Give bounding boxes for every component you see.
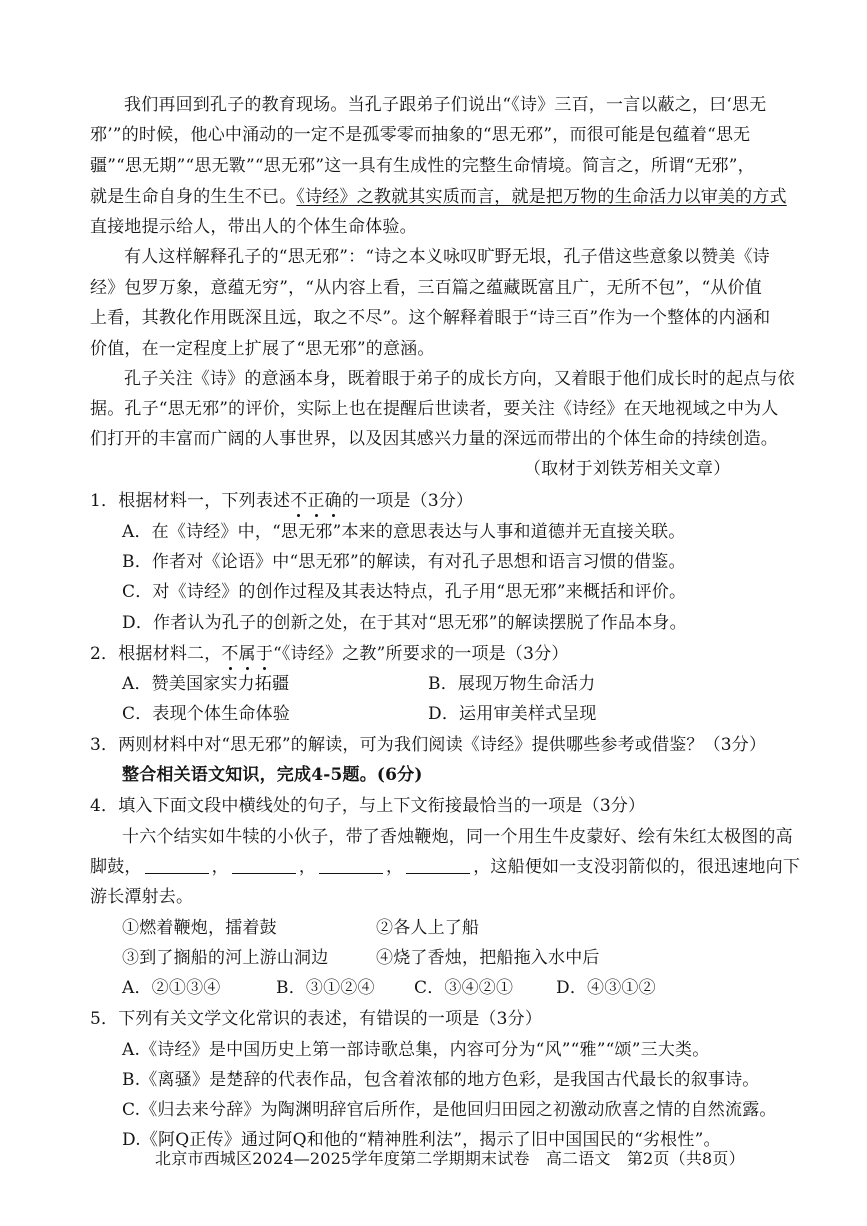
q1-option-c: C．对《诗经》的创作过程及其表达特点，孔子用“思无邪”来概括和评价。 bbox=[122, 582, 687, 602]
question-2-stem bbox=[90, 643, 569, 665]
separator: ， bbox=[211, 857, 229, 877]
q5-option-c: C.《归去来兮辞》为陶渊明辞官后所作，是他回归田园之初激动欣喜之情的自然流露。 bbox=[122, 1100, 777, 1120]
q4-sentence-3: ③到了搁船的河上游山洞边 bbox=[122, 948, 329, 968]
question-3-stem: 3．两则材料中对“思无邪”的解读，可为我们阅读《诗经》提供哪些参考或借鉴？（3分） bbox=[90, 735, 767, 755]
q4-text: 游长潭射去。 bbox=[90, 887, 194, 907]
passage-line: 们打开的丰富而广阔的人事世界，以及因其感兴力量的深远而带出的个体生命的持续创造。 bbox=[90, 429, 778, 449]
section-header: 整合相关语文知识，完成4-5题。(6分) bbox=[122, 765, 423, 785]
question-4-stem: 4．填入下面文段中横线处的句子，与上下文衔接最恰当的一项是（3分） bbox=[90, 796, 646, 816]
q4-sentence-4: ④烧了香烛，把船拖入水中后 bbox=[376, 948, 600, 968]
answer-blank bbox=[319, 857, 383, 874]
passage-line: 邪’”的时候，他心中涌动的一定不是孤零零而抽象的“思无邪”，而很可能是包蕴着“思无 bbox=[90, 125, 751, 145]
stem-text: “《诗经》之教”所要求的一项是（3分） bbox=[273, 644, 569, 664]
q4-option-c: C．③④②① bbox=[414, 978, 514, 998]
passage-line: 疆”“思无期”“思无斁”“思无邪”这一具有生成性的完整生命情境。简言之，所谓“无邪”， bbox=[90, 156, 755, 176]
passage-line bbox=[90, 186, 787, 208]
q4-text bbox=[90, 856, 800, 878]
page-footer: 北京市西城区2024—2025学年度第二学期期末试卷 高二语文 第2页（共8页） bbox=[155, 1149, 745, 1168]
emphasis-char: 不 bbox=[221, 644, 239, 664]
passage-line: 有人这样解释孔子的“思无邪”：“诗之本义咏叹旷野无垠，孔子借这些意象以赞美《诗 bbox=[124, 247, 770, 267]
stem-text: 的一项是（3分） bbox=[341, 491, 474, 511]
q4-sentence-2: ②各人上了船 bbox=[376, 918, 480, 938]
q1-option-b: B．作者对《论语》中“思无邪”的解读，有对孔子思想和语言习惯的借鉴。 bbox=[122, 552, 686, 572]
question-5-stem: 5．下列有关文学文化常识的表述，有错误的一项是（3分） bbox=[90, 1009, 543, 1029]
separator: ， bbox=[298, 857, 317, 877]
passage-line: 直接地提示给人，带出人的个体生命体验。 bbox=[90, 217, 417, 237]
q2-option-d: D．运用审美样式呈现 bbox=[428, 704, 597, 724]
q4-text-part: ，这船便如一支没羽箭似的，很迅速地向下 bbox=[473, 857, 801, 877]
source-note: （取材于刘铁芳相关文章） bbox=[524, 459, 731, 479]
q4-option-b: B．③①②④ bbox=[276, 978, 375, 998]
q5-option-d: D.《阿Q正传》通过阿Q和他的“精神胜利法”，揭示了旧中国国民的“劣根性”。 bbox=[122, 1130, 721, 1150]
passage-line: 经》包罗万象，意蕴无穷”，“从内容上看，三百篇之蕴藏既富且广，无所不包”，“从价值 bbox=[90, 278, 762, 298]
passage-line: 价值，在一定程度上扩展了“思无邪”的意涵。 bbox=[90, 339, 435, 359]
passage-text: 就是生命自身的生生不已。 bbox=[90, 187, 297, 207]
q4-text: 十六个结实如牛犊的小伙子，带了香烛鞭炮，同一个用生牛皮蒙好、绘有朱红太极图的高 bbox=[122, 827, 793, 847]
answer-blank bbox=[145, 857, 209, 874]
q4-text-part: 脚鼓， bbox=[90, 857, 142, 877]
q5-option-a: A.《诗经》是中国历史上第一部诗歌总集，内容可分为“风”“雅”“颂”三大类。 bbox=[122, 1040, 710, 1060]
passage-line: 据。孔子“思无邪”的评价，实际上也在提醒后世读者，要关注《诗经》在天地视域之中为人 bbox=[90, 399, 779, 419]
passage-line: 孔子关注《诗》的意涵本身，既着眼于弟子的成长方向，又着眼于他们成长时的起点与依 bbox=[124, 369, 795, 389]
emphasis-char: 正 bbox=[307, 491, 325, 511]
q2-option-c: C．表现个体生命体验 bbox=[122, 704, 291, 724]
q2-option-b: B．展现万物生命活力 bbox=[428, 674, 596, 694]
q1-option-a: A．在《诗经》中，“思无邪”本来的意思表达与人事和道德并无直接关联。 bbox=[122, 522, 686, 542]
stem-text: 2．根据材料二， bbox=[90, 644, 222, 664]
q1-option-d: D．作者认为孔子的创新之处，在于其对“思无邪”的解读摆脱了作品本身。 bbox=[122, 613, 687, 633]
emphasis-char: 确 bbox=[324, 491, 342, 511]
passage-line: 我们再回到孔子的教育现场。当孔子跟弟子们说出“《诗》三百，一言以蔽之，曰‘思无 bbox=[124, 95, 767, 115]
stem-text: 1．根据材料一，下列表述 bbox=[90, 491, 291, 511]
q5-option-b: B.《离骚》是楚辞的代表作品，包含着浓郁的地方色彩，是我国古代最长的叙事诗。 bbox=[122, 1070, 760, 1090]
emphasis-char: 不 bbox=[290, 491, 308, 511]
underlined-sentence: 《诗经》之教就其实质而言，就是把万物的生命活力以审美的方式 bbox=[296, 187, 787, 207]
q4-sentence-1: ①燃着鞭炮，擂着鼓 bbox=[122, 918, 277, 938]
emphasis-char: 属 bbox=[238, 644, 256, 664]
question-1-stem bbox=[90, 490, 473, 512]
answer-blank bbox=[232, 857, 296, 874]
separator: ， bbox=[386, 857, 404, 877]
answer-blank bbox=[406, 857, 470, 874]
q4-option-d: D．④③①② bbox=[556, 978, 656, 998]
q4-option-a: A．②①③④ bbox=[122, 978, 221, 998]
emphasis-char: 于 bbox=[255, 644, 274, 664]
passage-line: 上看，其教化作用既深且远，取之不尽”。这个解释着眼于“诗三百”作为一个整体的内涵和 bbox=[90, 308, 771, 328]
q2-option-a: A．赞美国家实力拓疆 bbox=[122, 674, 290, 694]
